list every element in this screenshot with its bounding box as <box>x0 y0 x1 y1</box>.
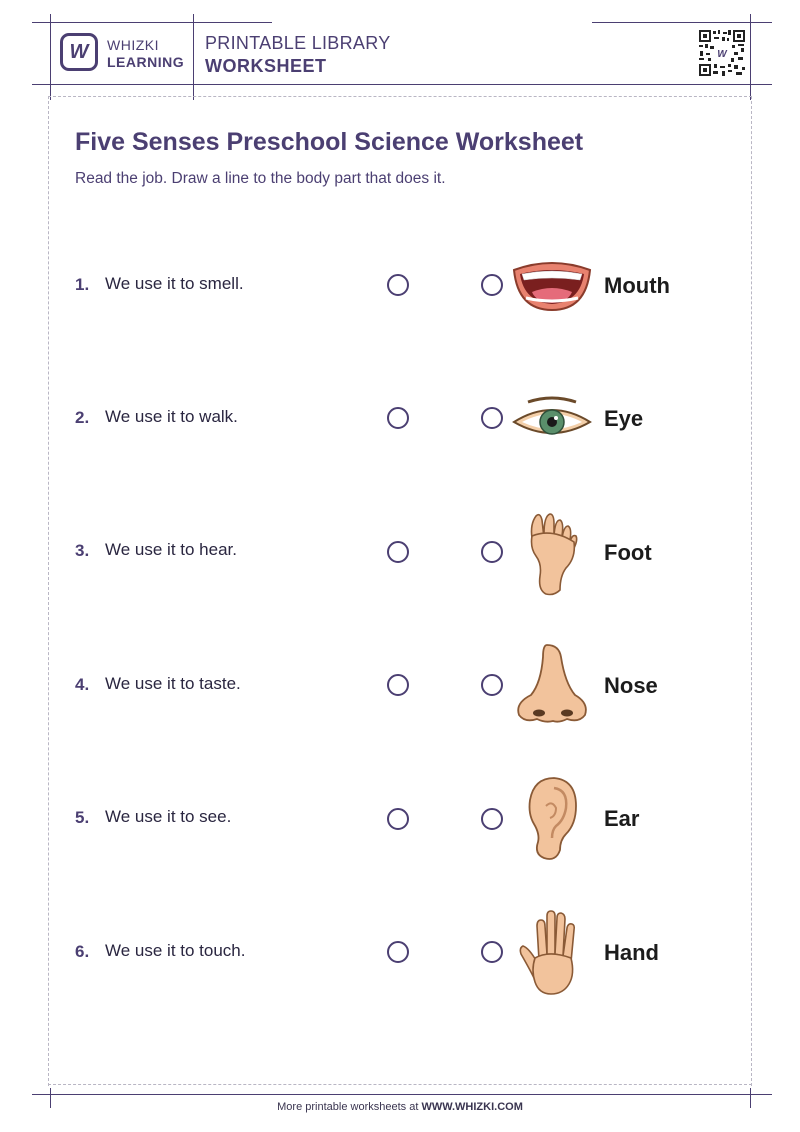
question-connect-dot[interactable] <box>387 674 409 696</box>
worksheet-instructions: Read the job. Draw a line to the body part that does it. <box>75 170 446 187</box>
hand-icon <box>519 910 585 996</box>
answer-connect-dot[interactable] <box>481 407 503 429</box>
question-number: 5. <box>75 808 90 827</box>
frame-top-border <box>48 96 752 97</box>
question-text: We use it to see. <box>105 807 232 826</box>
brand-subtitle: LEARNING <box>107 54 185 70</box>
question-number: 6. <box>75 942 90 961</box>
footer-note <box>0 1101 800 1113</box>
worksheet-label: WORKSHEET <box>205 56 327 76</box>
header-bottom-rule <box>32 84 772 85</box>
body-part-label-eye: Eye <box>604 406 644 431</box>
header-divider-right <box>750 14 751 100</box>
nose-icon <box>515 643 591 725</box>
header-top-rule-right <box>592 22 772 23</box>
question-connect-dot[interactable] <box>387 274 409 296</box>
question-text: We use it to taste. <box>105 674 241 693</box>
frame-right-border <box>751 96 752 1086</box>
svg-text:W: W <box>717 49 727 60</box>
body-part-label-ear: Ear <box>604 806 640 831</box>
answer-connect-dot[interactable] <box>481 808 503 830</box>
question-number: 4. <box>75 675 90 694</box>
body-part-label-nose: Nose <box>604 673 658 698</box>
question-connect-dot[interactable] <box>387 407 409 429</box>
question-number: 1. <box>75 275 90 294</box>
answer-connect-dot[interactable] <box>481 541 503 563</box>
brand-name: WHIZKI <box>107 37 159 53</box>
library-label: PRINTABLE LIBRARY <box>205 33 391 53</box>
footer-rule <box>32 1094 772 1095</box>
question-connect-dot[interactable] <box>387 941 409 963</box>
qr-code-icon <box>698 29 746 77</box>
question-connect-dot[interactable] <box>387 808 409 830</box>
logo-letter: W <box>69 40 89 63</box>
ear-icon <box>526 776 580 862</box>
question-text: We use it to smell. <box>105 274 244 293</box>
header-divider-left <box>50 14 51 100</box>
body-part-label-mouth: Mouth <box>604 273 670 298</box>
worksheet-title: Five Senses Preschool Science Worksheet <box>75 128 584 156</box>
answer-connect-dot[interactable] <box>481 274 503 296</box>
frame-left-border <box>48 96 49 1086</box>
header-divider-mid <box>193 14 194 100</box>
frame-bottom-border <box>48 1084 752 1085</box>
answer-connect-dot[interactable] <box>481 674 503 696</box>
question-text: We use it to hear. <box>105 540 237 559</box>
question-connect-dot[interactable] <box>387 541 409 563</box>
footer-prefix: More printable worksheets at <box>277 1101 419 1113</box>
question-number: 2. <box>75 408 90 427</box>
header-top-rule-left <box>32 22 272 23</box>
question-text: We use it to walk. <box>105 407 238 426</box>
footer-site-link[interactable]: WWW.WHIZKI.COM <box>421 1101 523 1113</box>
mouth-icon <box>510 258 594 314</box>
question-number: 3. <box>75 541 90 560</box>
question-text: We use it to touch. <box>105 941 246 960</box>
foot-icon <box>524 510 580 596</box>
eye-icon <box>510 396 594 442</box>
answer-connect-dot[interactable] <box>481 941 503 963</box>
whizki-logo <box>60 33 98 71</box>
body-part-label-foot: Foot <box>604 540 652 565</box>
body-part-label-hand: Hand <box>604 940 659 965</box>
